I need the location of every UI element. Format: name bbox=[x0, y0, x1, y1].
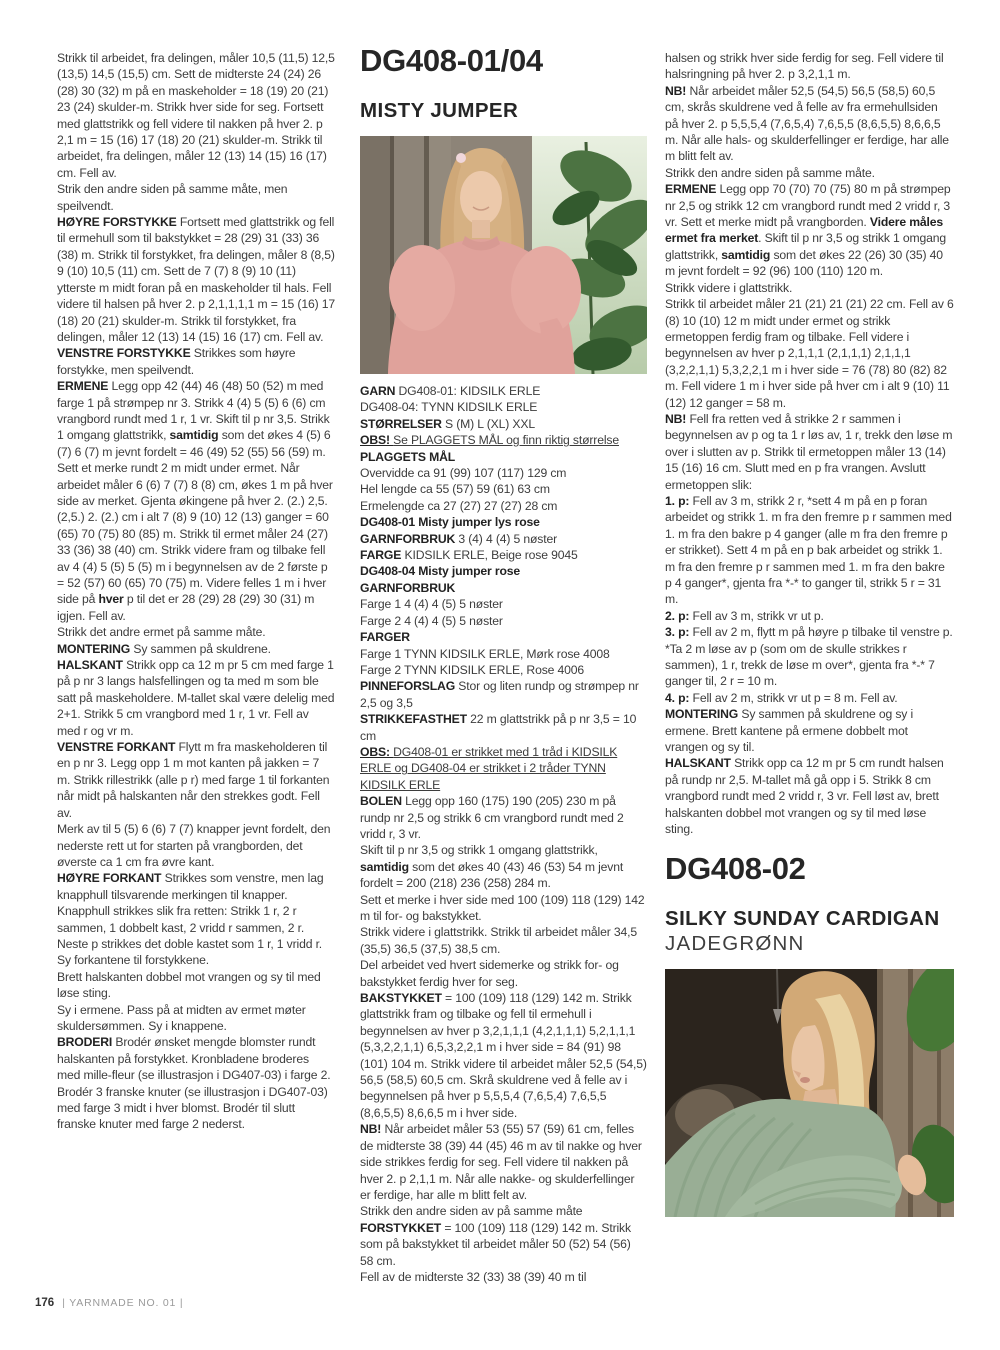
paragraph: Sett et merke i hver side med 100 (109) 118 (129) 142 m til for- og bakstykket. bbox=[360, 892, 645, 923]
paragraph: Overvidde ca 91 (99) 107 (117) 129 cm bbox=[360, 466, 567, 481]
left-column bbox=[57, 50, 335, 1290]
paragraph: 1. p: Fell av 3 m, strikk 2 r, *sett 4 m på en p foran arbeidet og strikk 1. m fra den fremre p r sammen med 1. m fra den bakre p 4 ganger (alle m fra den fremre p er strikket). Sett 4 m på en p bak arbeidet og strikk 1. m fra den fremre p r sammen med 1. m fra den bakre p 4 ganger*, gjenta fra *-* to ganger til, strikk 5 r = 31 m. bbox=[665, 493, 952, 607]
paragraph: Brett halskanten dobbel mot vrangen og sy til med løse sting. bbox=[57, 969, 321, 1001]
paragraph: ERMENE Legg opp 70 (70) 70 (75) 80 m på strømpep nr 2,5 og strikk 12 cm vrangbord rundt med 2 vridd r, 3 vr. Sett et merke midt på vrangborden. Videre måles ermet fra merket. Skift til p nr 3,5 og strikk 1 omgang glattstrikk, samtidig som det økes 22 (26) 30 (35) 40 m jevnt fordelt = 92 (96) 100 (110) 120 m. bbox=[665, 182, 951, 279]
paragraph: Hel lengde ca 55 (57) 59 (61) 63 cm bbox=[360, 482, 550, 497]
text-segment: DG408-01 Misty jumper lys rose bbox=[360, 515, 540, 530]
paragraph: NB! Når arbeidet måler 52,5 (54,5) 56,5 (58,5) 60,5 cm, skrås skuldrene ved å felle av fra ermehullsiden på hver 2. p 5,5,5,4 (7,6,5,4) 7,6,5,5 (8,6,5,5) 8,6,6,5 m. Når alle hals- og skulderfellinger er ferdige, har alle m blitt felt av. bbox=[665, 83, 949, 164]
paragraph: DG408-04: TYNN KIDSILK ERLE bbox=[360, 400, 538, 415]
text-segment: HALSKANT bbox=[57, 658, 127, 673]
pattern-name-misty-jumper: MISTY JUMPER bbox=[360, 99, 519, 122]
paragraph bbox=[360, 449, 647, 465]
paragraph: Farge 1 4 (4) 4 (5) 5 nøster bbox=[360, 597, 503, 612]
text-segment: GARNFORBRUK bbox=[360, 531, 459, 546]
paragraph: Fell av de midterste 32 (33) 38 (39) 40 m til bbox=[360, 1269, 587, 1284]
paragraph: HØYRE FORSTYKKE Fortsett med glattstrikk og fell til ermehull som til bakstykket = 28 (29) 31 (33) 36 (38) m. Strikk til forstykket, fra delingen, måler 8 (8,5) 9 (10) 10,5 (11) cm. Sett de 7 (7) 8 (9) 10 (11) ytterste m midt foran på en maskeholder til hals. Fell videre til halsen på hver 2. p 2,1,1,1,1 m = 15 (16) 17 (18) 20 (21) skulder-m. Strikk til forstykket, fra delingen, måler 12 (13) 14 (15) 16 (17) cm. Fell av. bbox=[57, 215, 335, 344]
paragraph: Strik den andre siden på samme måte, men speilvendt. bbox=[57, 182, 288, 213]
text-segment: FORSTYKKET bbox=[360, 1220, 445, 1235]
text-segment: GARN bbox=[360, 384, 399, 398]
paragraph: STØRRELSER S (M) L (XL) XXL bbox=[360, 416, 535, 431]
text-segment: Se PLAGGETS MÅL og finn riktig størrelse bbox=[393, 433, 619, 448]
paragraph: GARN DG408-01: KIDSILK ERLE bbox=[360, 384, 541, 398]
photo-scene-green-cardigan bbox=[665, 969, 954, 1217]
paragraph: Strikk den andre siden av på samme måte bbox=[360, 1204, 583, 1219]
pattern-name-line1: SILKY SUNDAY CARDIGAN bbox=[665, 906, 940, 930]
paragraph: HALSKANT Strikk opp ca 12 m pr 5 cm med farge 1 på p nr 3 langs halsfellingen og ta med m som ble satt på maskeholdere. M-tallet skal være delelig med 2+1. Strikk 5 cm vrangbord med 1 r, 1 vr. Fell av med r og vr m. bbox=[57, 658, 335, 738]
text-segment: STRIKKEFASTHET bbox=[360, 712, 471, 727]
pattern-colorway: JADEGRØNN bbox=[665, 931, 805, 955]
magazine-label: | YARNMADE NO. 01 | bbox=[62, 1297, 184, 1309]
text-segment: HØYRE FORSTYKKE bbox=[57, 215, 180, 230]
text-segment: NB! bbox=[360, 1122, 385, 1137]
paragraph: MONTERING Sy sammen på skuldrene og sy i ermene. Brett kantene på ermene dobbelt mot vrangen og sy til. bbox=[665, 707, 913, 755]
text-segment: 4. p: bbox=[665, 690, 693, 705]
page-number: 176 bbox=[35, 1297, 55, 1309]
paragraph: GARNFORBRUK 3 (4) 4 (4) 5 nøster bbox=[360, 531, 558, 546]
cardigan-photo bbox=[665, 969, 954, 1217]
middle-column bbox=[360, 44, 647, 1336]
paragraph: MONTERING Sy sammen på skuldrene. bbox=[57, 641, 271, 656]
paragraph: Strikk den andre siden på samme måte. bbox=[665, 165, 875, 180]
text-segment: NB! bbox=[665, 83, 690, 98]
text-segment: PINNEFORSLAG bbox=[360, 679, 459, 694]
paragraph: Strikk det andre ermet på samme måte. bbox=[57, 625, 266, 640]
paragraph: Skift til p nr 3,5 og strikk 1 omgang glattstrikk, samtidig som det økes 40 (43) 46 (53) 54 m jevnt fordelt = 200 (218) 236 (258) 284 m. bbox=[360, 843, 624, 891]
paragraph: Strikk videre i glattstrikk. Strikk til arbeidet måler 34,5 (35,5) 36,5 (37,5) 38,5 cm. bbox=[360, 925, 637, 956]
paragraph: BOLEN Legg opp 160 (175) 190 (205) 230 m på rundp nr 2,5 og strikk 6 cm vrangbord rundt med 2 vridd r, 3 vr. bbox=[360, 794, 624, 841]
paragraph: Ermelengde ca 27 (27) 27 (27) 28 cm bbox=[360, 498, 558, 513]
paragraph: Farge 1 TYNN KIDSILK ERLE, Mørk rose 4008 bbox=[360, 646, 610, 661]
text-segment: BRODERI bbox=[57, 1035, 116, 1050]
paragraph: PINNEFORSLAG Stor og liten rundp og strømpep nr 2,5 og 3,5 bbox=[360, 679, 639, 710]
paragraph: Del arbeidet ved hvert sidemerke og strikk for- og bakstykket ferdig hver for seg. bbox=[360, 958, 619, 989]
text-segment: PLAGGETS MÅL bbox=[360, 449, 456, 464]
pattern-instructions-continued bbox=[665, 50, 954, 838]
text-segment: 1. p: bbox=[665, 493, 693, 508]
pattern-title-dg408-02: DG408-02 bbox=[665, 850, 806, 886]
pattern-title-dg408-01-04: DG408-01/04 bbox=[360, 44, 543, 78]
paragraph: 3. p: Fell av 2 m, flytt m på høyre p tilbake til venstre p. *Ta 2 m løse av p (som om de skulle strikkes r sammen), 1 r, trekk de løse m over*, gjenta fra *-* 7 ganger til, 2 r = 10 m. bbox=[665, 625, 953, 689]
text-segment: VENSTRE FORKANT bbox=[57, 740, 179, 755]
paragraph: VENSTRE FORKANT Flytt m fra maskeholderen til en p nr 3. Legg opp 1 m mot kanten på jakken = 7 m. Strikk rillestrikk (alle p r) med farge 1 til forkanten når midt på halskanten når den strekkes godt. Fell av. bbox=[57, 740, 330, 820]
text-segment: hver bbox=[98, 592, 124, 607]
paragraph bbox=[360, 563, 647, 579]
text-segment: OBS! bbox=[360, 433, 394, 448]
paragraph: ERMENE Legg opp 42 (44) 46 (48) 50 (52) m med farge 1 på strømpep nr 3. Strikk 4 (4) 5 (5) 6 (6) cm vrangbord rundt med 1 r, 1 vr. Skift til p nr 3,5. Strikk 1 omgang glattstrikk, samtidig som det økes 4 (5) 6 (7) 6 (7) m jevnt fordelt = 46 (49) 52 (55) 56 (59) m. Sett et merke rundt 2 m midt under ermet. Når arbeidet måler 6 (6) 7 (7) 8 (8) cm, økes 1 m på hver side av merket. Gjenta økingene på hver 2. (2.) 2,5. (2,5.) 2. (2.) cm i alt 7 (8) 9 (10) 12 (13) ganger = 60 (65) 70 (75) 80 (85) m. Strikk til ermet måler 24 (27) 33 (36) 38 (40) cm. Strikk videre fram og tilbake fell av 4 (4) 5 (5) 5 (5) m i begynnelsen av de 2 første p = 52 (57) 60 (65) 70 (75) m. Videre felles 1 m i hver side på hver p til det er 28 (29) 28 (29) 30 (31) m igjen. Fell av. bbox=[57, 379, 333, 623]
text-segment: MONTERING bbox=[57, 641, 134, 656]
photo-scene-pink-sweater bbox=[360, 136, 647, 374]
paragraph: Farge 2 TYNN KIDSILK ERLE, Rose 4006 bbox=[360, 662, 585, 677]
paragraph: Merk av til 5 (5) 6 (6) 7 (7) knapper jevnt fordelt, den nederste rett ut for starten på vrangborden, det øverste ca 1 cm fra øvre kant. bbox=[57, 822, 331, 869]
paragraph bbox=[360, 580, 647, 596]
text-segment: FARGER bbox=[360, 630, 410, 645]
text-segment: HØYRE FORKANT bbox=[57, 871, 165, 886]
text-segment: GARNFORBRUK bbox=[360, 580, 456, 595]
pattern-name-silky-sunday-cardigan bbox=[665, 906, 954, 956]
paragraph: HØYRE FORKANT Strikkes som venstre, men lag knapphull tilsvarende merkingen til knapper. Knapphull strikkes slik fra retten: Strikk 1 r, 2 r sammen, 1 dobbelt kast, 2 vridd r sammen, 2 r. Neste p strikkes det doble kastet som 1 r, 1 vridd r. bbox=[57, 871, 324, 951]
paragraph bbox=[360, 744, 647, 793]
text-segment: MONTERING bbox=[665, 707, 742, 722]
text-segment: samtidig bbox=[721, 247, 771, 262]
paragraph: 4. p: Fell av 2 m, strikk vr ut p = 8 m. Fell av. bbox=[665, 690, 898, 705]
text-segment: BAKSTYKKET bbox=[360, 991, 446, 1006]
paragraph: NB! Når arbeidet måler 53 (55) 57 (59) 61 cm, felles de midterste 38 (39) 44 (45) 46 m av til nakke og hver side strikkes ferdig for seg. Fell videre til nakken på hver 2. p 2,1,1 m. Når alle nakke- og skulderfellinger er ferdige, har alle m blitt felt av. bbox=[360, 1122, 642, 1202]
text-segment: STØRRELSER bbox=[360, 416, 446, 431]
paragraph bbox=[360, 629, 647, 645]
pattern-dg408-02-heading-block bbox=[665, 852, 954, 956]
paragraph: Sy i ermene. Pass på at midten av ermet møter skuldersømmen. Sy i knappene. bbox=[57, 1002, 306, 1033]
text-segment: DG408-01 er strikket med 1 tråd i KIDSILK ERLE og DG408-04 er strikket i 2 tråder TYNN KIDSILK ERLE bbox=[360, 744, 618, 792]
paragraph: Farge 2 4 (4) 4 (5) 5 nøster bbox=[360, 613, 503, 628]
paragraph: HALSKANT Strikk opp ca 12 m pr 5 cm rundt halsen på rundp nr 2,5. M-tallet må gå opp i 5. Strikk 8 cm vrangbord rundt med 2 vridd r, 3 vr. Fell løst av, brett halskanten dobbel mot vrangen og sy til med løse sting. bbox=[665, 756, 944, 837]
text-segment: DG408-04 Misty jumper rose bbox=[360, 564, 521, 579]
text-segment: ERMENE bbox=[57, 379, 112, 394]
paragraph: VENSTRE FORSTYKKE Strikkes som høyre forstykke, men speilvendt. bbox=[57, 346, 296, 377]
pattern-info-and-instructions bbox=[360, 383, 647, 1285]
text-segment: 2. p: bbox=[665, 608, 693, 623]
text-segment: samtidig bbox=[169, 428, 219, 443]
text-segment: ERMENE bbox=[665, 182, 720, 197]
paragraph: FORSTYKKET = 100 (109) 118 (129) 142 m. Strikk som på bakstykket til arbeidet måler 50 (52) 54 (56) 58 cm. bbox=[360, 1220, 631, 1268]
paragraph: 2. p: Fell av 3 m, strikk vr ut p. bbox=[665, 608, 824, 623]
paragraph: Sy forkantene til forstykkene. bbox=[57, 953, 209, 968]
text-segment: 3. p: bbox=[665, 625, 693, 640]
paragraph: BAKSTYKKET = 100 (109) 118 (129) 142 m. Strikk glattstrikk fram og tilbake og fell til ermehull i begynnelsen av hver p 3,2,1,1,1 (4,2,1,1,1) 5,2,1,1,1 (5,3,2,2,1,1) 6,5,3,2,2,1 m i hver side = 84 (91) 98 (101) 104 m. Strikk videre til arbeidet måler 52,5 (54,5) 56,5 (58,5) 60,5 cm. Skrå skuldrene ved å felle av i begynnelsen på hver p 5,5,5,4 (7,6,5,4) 7,6,5,5 (8,6,5,5) 8,6,6,5 m i hver side. bbox=[360, 991, 647, 1120]
paragraph bbox=[360, 514, 647, 530]
text-segment: samtidig bbox=[360, 859, 409, 874]
text-segment: NB! bbox=[665, 411, 690, 426]
text-segment: FARGE bbox=[360, 548, 405, 563]
paragraph: FARGE KIDSILK ERLE, Beige rose 9045 bbox=[360, 548, 578, 563]
paragraph: halsen og strikk hver side ferdig for seg. Fell videre til halsringning på hver 2. p 3,2,1,1 m. bbox=[665, 51, 944, 82]
paragraph: STRIKKEFASTHET 22 m glattstrikk på p nr 3,5 = 10 cm bbox=[360, 712, 637, 743]
paragraph: Strikk til arbeidet måler 21 (21) 21 (21) 22 cm. Fell av 6 (8) 10 (10) 12 m midt under ermet og strikk ermetoppen ferdig fram og tilbake. Fell videre i begynnelsen av hver p 2,1,1,1 (2,1,1,1) 2,1,1,1 (3,2,2,1,1) 5,3,2,2,1 m i hver side = 76 (78) 80 (82) 82 m. Fell videre 1 m i hver side på hver cm i alt 9 (10) 11 (12) 12 ganger = 58 m. bbox=[665, 297, 954, 410]
paragraph: BRODERI Brodér ønsket mengde blomster rundt halskanten på forstykket. Kronbladene broderes med mille-fleur (se illustrasjon i DG407-03) i farge 2. Brodér 3 franske knuter (se illustrasjon i DG407-03) med farge 3 midt i hver blomst. Brodér til slutt franske knuter med farge 2 nederst. bbox=[57, 1035, 331, 1132]
page-footer bbox=[35, 1297, 183, 1309]
paragraph: NB! Fell fra retten ved å strikke 2 r sammen i begynnelsen av p og ta 1 r løs av, 1 r, trekk den løse m over i slutten av p. Strikk til ermetoppen måler 13 (14) 15 (16) 16 cm. Slutt med en p fra vrangen. Avslutt ermetoppen slik: bbox=[665, 411, 953, 492]
misty-jumper-photo bbox=[360, 136, 647, 374]
text-segment: BOLEN bbox=[360, 794, 406, 809]
paragraph bbox=[360, 432, 647, 448]
text-segment: OBS: bbox=[360, 744, 394, 759]
text-segment: Videre måles ermet fra merket bbox=[665, 215, 944, 246]
right-column bbox=[665, 50, 954, 1342]
paragraph: Strikk videre i glattstrikk. bbox=[665, 280, 793, 295]
paragraph: Strikk til arbeidet, fra delingen, måler 10,5 (11,5) 12,5 (13,5) 14,5 (15,5) cm. Sett de midterste 24 (24) 26 (28) 30 (32) m på en maskeholder = 18 (19) 20 (21) 23 (24) skulder-m. Strikk hver side for seg. Fortsett med glattstrikk og fell videre til nakken på hver 2. p 2,1 m = 15 (16) 17 (18) 20 (21) skulder-m. Strikk til arbeidet, fra delingen, måler 12 (13) 14 (15) 16 (17) cm. Fell av. bbox=[57, 51, 335, 180]
text-segment: HALSKANT bbox=[665, 756, 735, 771]
text-segment: VENSTRE FORSTYKKE bbox=[57, 346, 194, 361]
